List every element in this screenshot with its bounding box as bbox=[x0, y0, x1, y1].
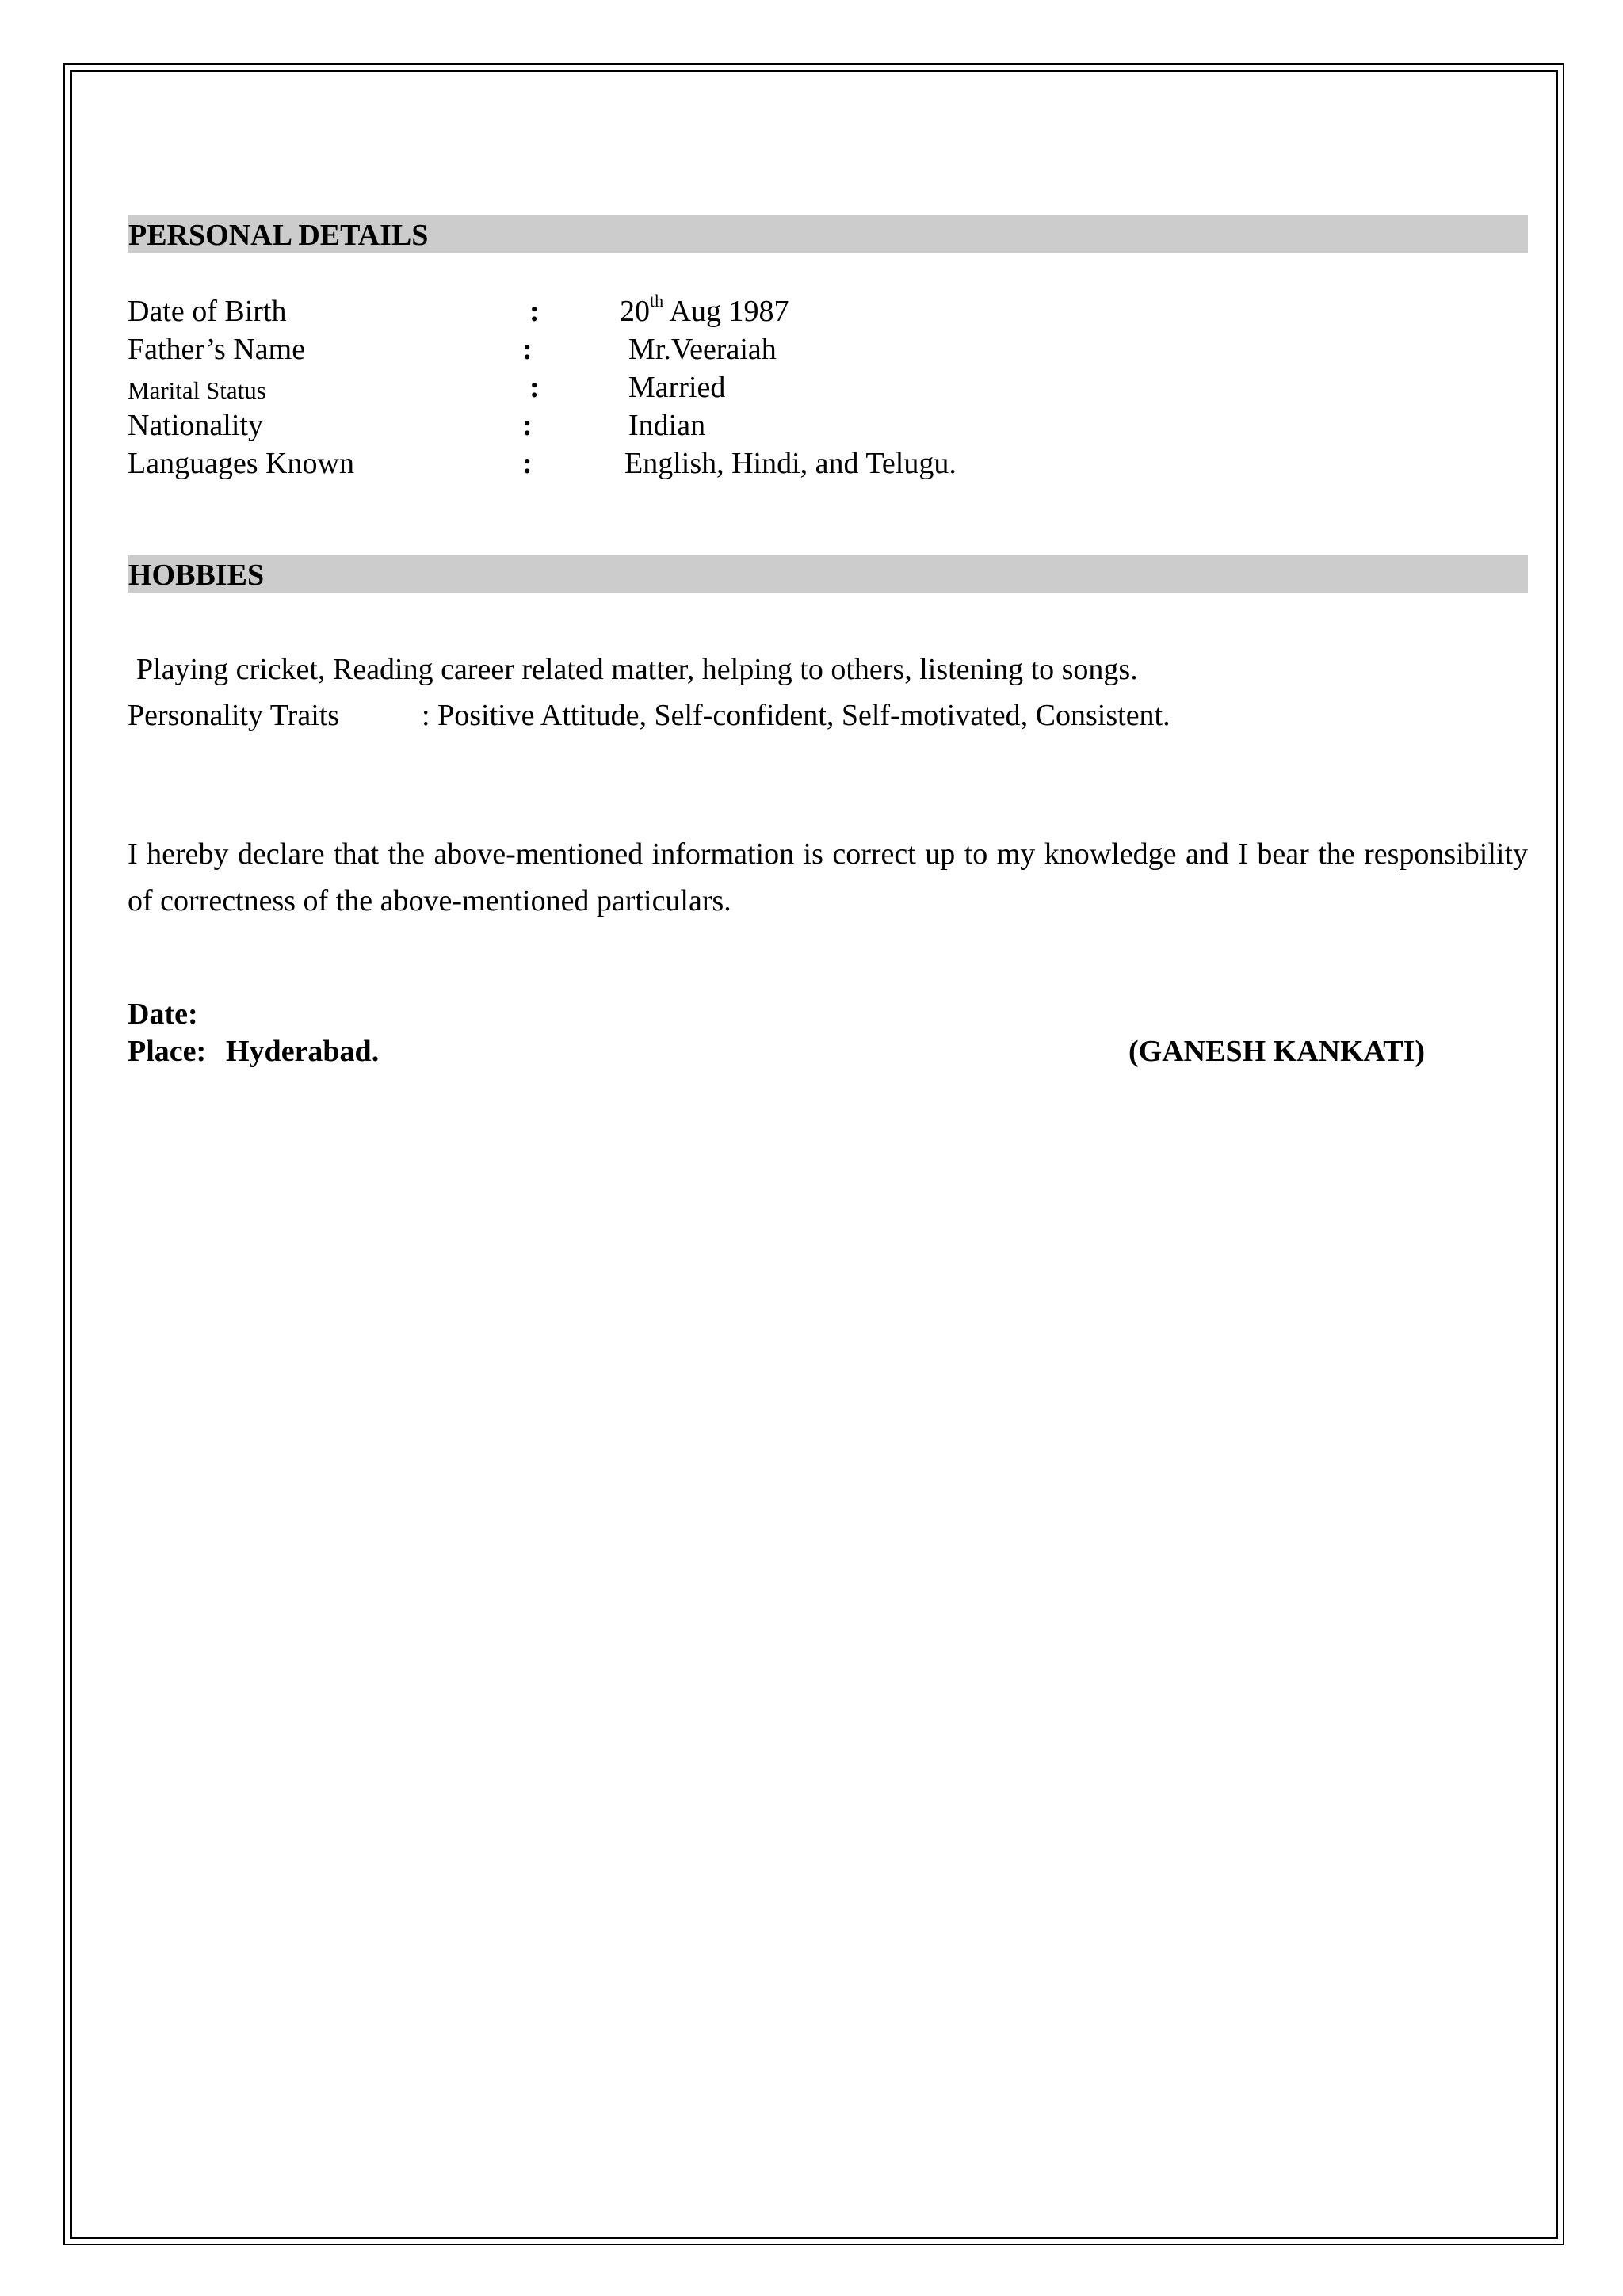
marital-status-colon: : bbox=[529, 371, 540, 404]
nationality-colon: : bbox=[522, 409, 533, 442]
hobbies-heading: HOBBIES bbox=[128, 555, 1528, 593]
personal-details-heading: PERSONAL DETAILS bbox=[128, 215, 1528, 253]
marital-status-value: Married bbox=[628, 371, 726, 404]
place-value: Hyderabad. bbox=[226, 1035, 380, 1068]
nationality-value: Indian bbox=[628, 409, 706, 442]
father-name-value: Mr.Veeraiah bbox=[628, 333, 777, 366]
languages-value: English, Hindi, and Telugu. bbox=[624, 447, 957, 480]
date-label: Date: bbox=[128, 997, 198, 1031]
languages-colon: : bbox=[522, 447, 533, 480]
dob-label: Date of Birth bbox=[128, 295, 287, 328]
dob-value bbox=[620, 293, 789, 330]
hobbies-text: Playing cricket, Reading career related matter, helping to others, listening to songs. bbox=[136, 653, 1138, 686]
dob-month-year: Aug 1987 bbox=[669, 295, 789, 328]
declaration-text: I hereby declare that the above-mentioned information is correct up to my knowledge and I bear the responsibility of correctness of the above-mentioned particulars. bbox=[128, 837, 1528, 917]
signature-name: (GANESH KANKATI) bbox=[1128, 1035, 1426, 1068]
place-label: Place: bbox=[128, 1035, 207, 1068]
nationality-label: Nationality bbox=[128, 409, 263, 442]
personality-traits-label: Personality Traits bbox=[128, 699, 340, 732]
dob-day-suffix: th bbox=[650, 291, 664, 311]
languages-label: Languages Known bbox=[128, 447, 354, 480]
father-name-label: Father’s Name bbox=[128, 333, 306, 366]
dob-colon: : bbox=[529, 295, 540, 328]
personality-traits-value: : Positive Attitude, Self-confident, Self-motivated, Consistent. bbox=[422, 699, 1170, 732]
marital-status-label: Marital Status bbox=[128, 376, 266, 404]
father-name-colon: : bbox=[522, 333, 533, 366]
page-border-inner bbox=[70, 70, 1558, 2239]
dob-day: 20 bbox=[620, 295, 650, 328]
